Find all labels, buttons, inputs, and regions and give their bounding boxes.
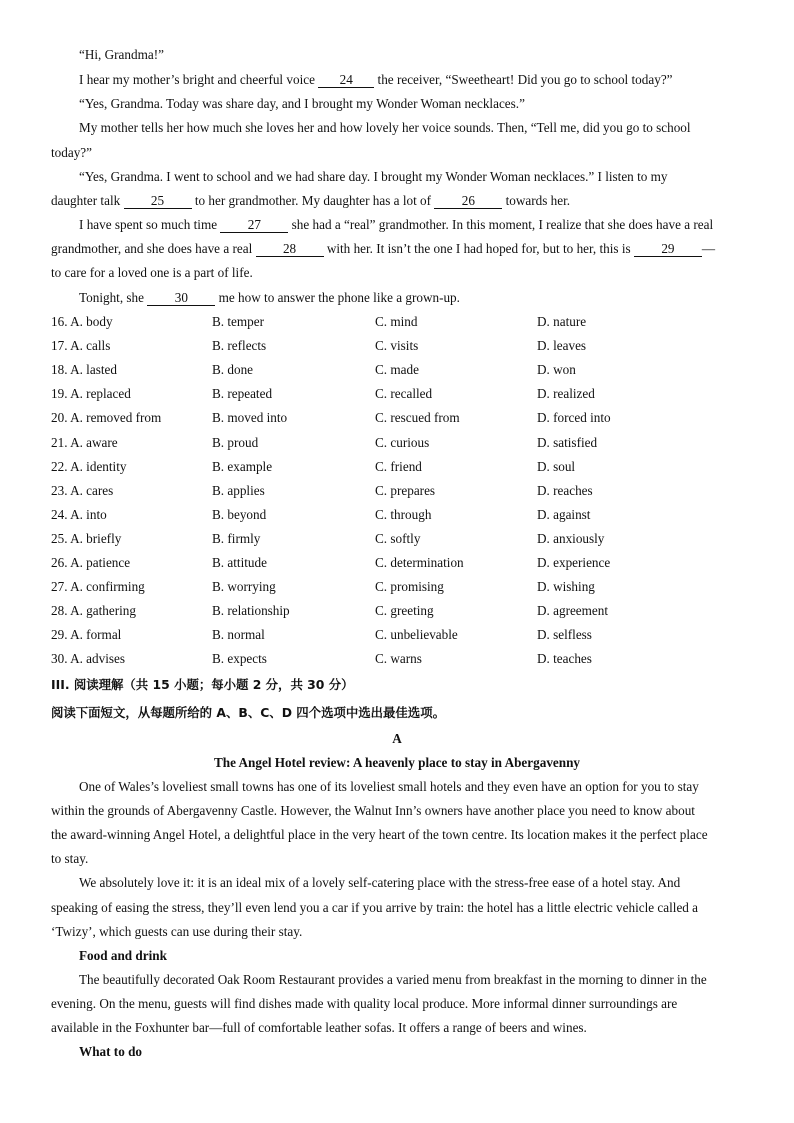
option-c: C. made: [375, 362, 419, 378]
option-b: B. relationship: [212, 603, 290, 619]
option-a: [51, 555, 130, 571]
option-a-text: A. gathering: [70, 603, 136, 619]
story-text: me how to answer the phone like a grown-up.: [215, 290, 460, 305]
option-a: [51, 459, 126, 475]
option-d: D. forced into: [537, 410, 611, 426]
option-d: D. wishing: [537, 579, 595, 595]
option-row: [51, 651, 751, 667]
story-paragraph-3: “Yes, Grandma. Today was share day, and I brought my Wonder Woman necklaces.”: [79, 96, 525, 111]
option-a: [51, 651, 125, 667]
passage-p1-line-1: One of Wales’s loveliest small towns has one of its loveliest small hotels and they even have an option for you to stay: [79, 779, 699, 794]
option-a-text: A. cares: [70, 482, 114, 498]
option-b: B. normal: [212, 627, 265, 643]
option-d: D. leaves: [537, 338, 587, 354]
section-heading: III. 阅读理解（共 15 小题；每小题 2 分，共 30 分）: [51, 677, 354, 692]
option-d: D. experience: [537, 555, 611, 570]
passage-p1-line-2: within the grounds of Abergavenny Castle. However, the Walnut Inn’s owners have another place you need to know about: [51, 803, 695, 818]
blank-29: 29: [634, 242, 702, 257]
option-row: [51, 555, 751, 571]
option-a-text: A. patience: [70, 555, 131, 570]
question-number: 16.: [51, 314, 68, 329]
option-b: B. done: [212, 362, 254, 378]
option-a: [51, 507, 107, 523]
blank-28: 28: [256, 242, 324, 257]
option-b: B. moved into: [212, 410, 288, 426]
option-row: [51, 314, 751, 330]
option-b: B. example: [212, 458, 273, 474]
option-row: [51, 459, 751, 475]
story-text: with her. It isn’t the one I had hoped for, but to her, this is: [323, 241, 634, 256]
todo-heading: What to do: [79, 1044, 143, 1059]
option-row: [51, 579, 751, 595]
option-c: C. visits: [375, 338, 419, 354]
blank-26: 26: [434, 194, 502, 209]
option-a: [51, 362, 117, 378]
story-paragraph-6-line-2: [51, 241, 715, 257]
blank-24: 24: [318, 73, 374, 88]
option-row: [51, 362, 751, 378]
story-paragraph-2: [79, 72, 673, 88]
option-d: D. won: [537, 362, 576, 378]
food-heading: Food and drink: [79, 948, 167, 963]
option-a: [51, 314, 113, 330]
option-a-text: A. replaced: [70, 386, 131, 402]
option-row: [51, 435, 751, 451]
option-b: B. temper: [212, 314, 265, 329]
option-c: C. determination: [375, 555, 464, 570]
question-number: 20.: [51, 410, 68, 426]
option-c: C. curious: [375, 434, 430, 450]
option-d: D. anxiously: [537, 530, 605, 546]
option-row: [51, 338, 751, 354]
story-paragraph-4-line-1: My mother tells her how much she loves her and how lovely her voice sounds. Then, “Tell me, did you go to school: [79, 120, 691, 135]
option-c: C. through: [375, 506, 432, 522]
option-c: C. friend: [375, 458, 422, 474]
option-a: [51, 579, 145, 595]
option-a-text: A. confirming: [70, 579, 145, 595]
blank-27: 27: [220, 218, 288, 233]
story-paragraph-5-line-2: [51, 193, 570, 209]
option-d: D. teaches: [537, 651, 592, 667]
option-a: [51, 435, 118, 451]
story-text: Tonight, she: [79, 290, 148, 305]
story-text: she had a “real” grandmother. In this moment, I realize that she does have a real: [288, 217, 714, 232]
option-row: [51, 386, 751, 402]
option-d: D. satisfied: [537, 434, 598, 450]
option-row: [51, 531, 751, 547]
option-b: B. worrying: [212, 579, 276, 595]
story-text: I have spent so much time: [79, 217, 221, 232]
story-paragraph-4-line-2: today?”: [51, 145, 93, 160]
option-a-text: A. removed from: [70, 410, 162, 426]
question-number: 21.: [51, 434, 68, 450]
option-row: [51, 410, 751, 426]
option-a-text: A. briefly: [70, 530, 122, 546]
option-a-text: A. aware: [70, 434, 118, 450]
option-a: [51, 627, 121, 643]
option-b: B. firmly: [212, 530, 261, 546]
question-number: 19.: [51, 386, 68, 402]
story-paragraph-6-line-3: to care for a loved one is a part of life.: [51, 265, 253, 280]
option-b: B. beyond: [212, 506, 267, 522]
question-number: 18.: [51, 362, 68, 378]
option-b: B. repeated: [212, 386, 273, 402]
passage-p1-line-3: the award-winning Angel Hotel, a delightful place in the very heart of the town centre. Its location makes it the perfect place: [51, 827, 708, 842]
question-number: 26.: [51, 555, 68, 570]
option-a-text: A. formal: [70, 627, 122, 643]
question-number: 27.: [51, 579, 68, 595]
option-b: B. expects: [212, 651, 267, 667]
option-c: C. mind: [375, 314, 418, 329]
story-paragraph-6-line-1: [79, 217, 713, 233]
option-a: [51, 338, 110, 354]
story-paragraph-7: [79, 290, 460, 306]
option-a: [51, 386, 131, 402]
option-a-text: A. into: [70, 506, 107, 522]
story-text: I hear my mother’s bright and cheerful voice: [79, 72, 319, 87]
passage-p3-line-2: evening. On the menu, guests will find dishes made with quality local produce. More informal dinner surroundings are: [51, 996, 678, 1011]
passage-title: The Angel Hotel review: A heavenly place to stay in Abergavenny: [213, 755, 581, 770]
question-number: 23.: [51, 482, 68, 498]
option-c: C. softly: [375, 530, 421, 546]
question-number: 25.: [51, 530, 68, 546]
option-d: D. agreement: [537, 603, 609, 619]
option-a: [51, 531, 121, 547]
option-b: B. proud: [212, 434, 259, 450]
story-text: the receiver, “Sweetheart! Did you go to school today?”: [374, 72, 673, 87]
passage-p2-line-3: ‘Twizy’, which guests can use during their stay.: [51, 924, 303, 939]
story-text: to her grandmother. My daughter has a lot of: [191, 193, 435, 208]
story-paragraph-5-line-1: “Yes, Grandma. I went to school and we had share day. I brought my Wonder Woman necklaces.” I listen to my: [79, 169, 668, 184]
option-a-text: A. calls: [70, 338, 111, 354]
option-d: D. soul: [537, 458, 576, 474]
question-number: 22.: [51, 458, 68, 474]
option-row: [51, 627, 751, 643]
option-a: [51, 410, 161, 426]
option-b: B. attitude: [212, 555, 267, 570]
option-c: C. greeting: [375, 603, 434, 619]
story-text: daughter talk: [51, 193, 124, 208]
question-number: 30.: [51, 651, 68, 667]
story-paragraph-1: “Hi, Grandma!”: [79, 47, 164, 62]
option-d: D. reaches: [537, 482, 593, 498]
option-c: C. recalled: [375, 386, 433, 402]
option-c: C. promising: [375, 579, 444, 595]
question-number: 29.: [51, 627, 68, 643]
passage-p3-line-3: available in the Foxhunter bar—full of comfortable leather sofas. It offers a range of beers and wines.: [51, 1020, 587, 1035]
option-b: B. applies: [212, 482, 265, 498]
option-c: C. unbelievable: [375, 627, 458, 643]
option-a: [51, 483, 113, 499]
option-d: D. selfless: [537, 627, 592, 643]
option-d: D. nature: [537, 314, 587, 329]
option-c: C. warns: [375, 651, 422, 667]
option-row: [51, 507, 751, 523]
option-a: [51, 603, 136, 619]
question-number: 24.: [51, 506, 68, 522]
story-text: —: [701, 241, 716, 256]
blank-25: 25: [124, 194, 192, 209]
passage-p3-line-1: The beautifully decorated Oak Room Restaurant provides a varied menu from breakfast in the morning to dinner in the: [79, 972, 707, 987]
option-d: D. against: [537, 506, 591, 522]
option-row: [51, 483, 751, 499]
story-text: towards her.: [502, 193, 571, 208]
option-b: B. reflects: [212, 338, 267, 354]
option-d: D. realized: [537, 386, 595, 402]
option-c: C. prepares: [375, 482, 436, 498]
section-instruction: 阅读下面短文，从每题所给的 A、B、C、D 四个选项中选出最佳选项。: [51, 705, 445, 720]
option-c: C. rescued from: [375, 410, 460, 426]
option-row: [51, 603, 751, 619]
passage-p2-line-2: speaking of easing the stress, they’ll even lend you a car if you arrive by train: the hotel has a little electric vehicle called a: [51, 900, 699, 915]
question-number: 28.: [51, 603, 68, 619]
story-text: grandmother, and she does have a real: [51, 241, 256, 256]
passage-p1-line-4: to stay.: [51, 851, 89, 866]
option-a-text: A. advises: [70, 651, 126, 667]
option-a-text: A. body: [70, 314, 113, 329]
passage-p2-line-1: We absolutely love it: it is an ideal mix of a lovely self-catering place with the stress-free ease of a hotel stay. And: [79, 875, 681, 890]
blank-30: 30: [147, 291, 215, 306]
option-a-text: A. identity: [70, 458, 127, 474]
option-a-text: A. lasted: [70, 362, 117, 378]
question-number: 17.: [51, 338, 68, 354]
passage-letter: A: [392, 731, 402, 746]
